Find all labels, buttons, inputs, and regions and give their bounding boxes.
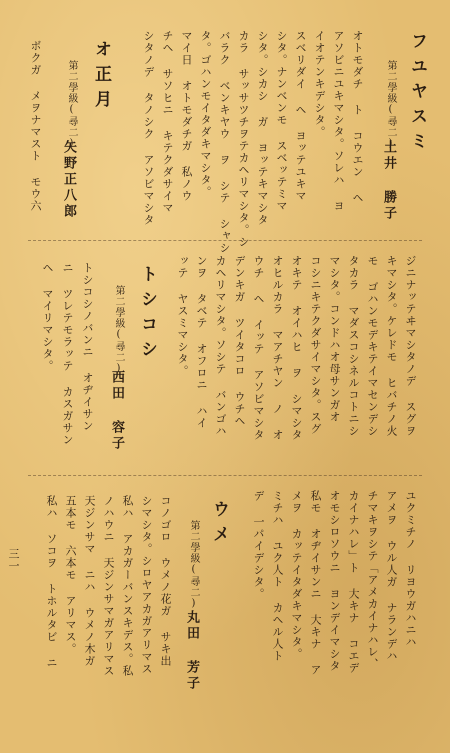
text-line: デンキガ ツイタコロ ウチヘ	[233, 255, 246, 427]
text-line: ニ ツレテモラッテ カスガサン	[61, 262, 74, 446]
grade-label: 第二學級(尋二)	[188, 520, 199, 610]
text-line: シマシタ。シロヤアカガアリマス	[140, 495, 153, 675]
text-line: コノゴロ ウメノ花ガ サキ出	[159, 495, 172, 667]
text-line: オモシロソウニ ヨンデイマシタ	[328, 490, 341, 672]
text-line: アソビニユキマシタ。ソレハ ヨ	[332, 30, 345, 212]
text-line: オヒルカラ マアチヤン ノ オ	[271, 255, 284, 441]
text-line: イオテンキデシタ。	[313, 30, 326, 138]
grade-label: 第二學級(尋二)	[385, 60, 396, 150]
text-line: チヘ サソヒニ キテクダサイマ	[161, 30, 174, 214]
text-line: モ ゴハンモデキテイマセンデシ	[366, 255, 379, 437]
text-line: コシニキテクダサイマシタ。スグ	[309, 255, 322, 435]
author-name: 土井 勝子	[381, 140, 396, 222]
text-line: 私ハ ソコヲ トホルタビ ニ	[45, 495, 58, 669]
text-line: カヘリマシタ。ソシテ バンゴハ	[214, 255, 227, 437]
text-line: ヘ マイリマシタ。	[41, 262, 54, 372]
text-line: 私モ オヂイサンニ 大キナ ア	[309, 490, 322, 676]
section-divider	[28, 475, 422, 476]
text-line: 五本モ 六本モ アリマス。	[64, 495, 77, 655]
text-line: マシタ。コンドハオ母サンガオ	[328, 255, 341, 423]
text-line: カラ サッサツチヲテカヘリマシタ。シ	[237, 30, 250, 248]
text-line: チマキヲシテ「アメカイナハレ、	[366, 490, 379, 670]
text-line: キマシタ。ケレドモ ヒバチノ火	[385, 255, 398, 437]
text-line: タ。ゴハンモイタダキマシタ。	[199, 30, 212, 198]
text-line: ボクガ メヲナマスト モウ六	[29, 40, 42, 212]
text-line: タカラ マダスコシネルコトニシ	[347, 255, 360, 437]
text-line: シタ。シカシ ガ ヨッテキマシタ	[256, 30, 269, 226]
author-name: 矢野正八郎	[61, 140, 76, 220]
text-line: メヲ カッテイタダキマシタ。	[290, 490, 303, 660]
text-line: ジニナッテヰマシタノデ スグヲ	[404, 255, 417, 437]
text-line: トシコシノバンニ オヂイサン	[81, 262, 94, 432]
text-line: スベリダイ ヘ ヨッテユキマ	[294, 30, 307, 202]
text-line: ウチ ヘ イッテ アソビマシタ	[252, 255, 265, 441]
essay-title: フユヤスミ	[407, 32, 427, 157]
text-line: 天ジンサマ ニハ ウメノ木ガ	[83, 495, 96, 667]
essay-title: ウメ	[209, 500, 229, 550]
text-line: ンヲ タベテ オフロニ ハイ	[195, 255, 208, 429]
text-line: ミチハ ユク人ト カヘル人ト	[271, 490, 284, 662]
text-line: オトモダチ ト コウエン ヘ	[351, 30, 364, 204]
author-name: 丸田 芳子	[184, 610, 199, 692]
grade-label: 第二學級(尋二)	[66, 60, 77, 150]
text-line: ッテ ヤスミマシタ。	[176, 255, 189, 377]
text-line: カイナハレ」ト 大キナ コエデ	[347, 490, 360, 674]
author-name: 西田 容子	[109, 370, 124, 452]
essay-title: トシコシ	[137, 265, 157, 365]
text-line: バラク ベンキヤウ ヲ シテ シャシ	[218, 30, 231, 254]
grade-label: 第二學級(尋二)	[113, 285, 124, 375]
text-line: ユクミチノ リヨウガハニハ	[404, 490, 417, 648]
section-divider	[28, 240, 422, 241]
text-line: アメヲ ウル人ガ ナランデハ	[385, 490, 398, 662]
essay-title: オ正月	[91, 40, 111, 115]
page-number: 三一	[7, 548, 20, 572]
text-line: デ 一パイデシタ。	[252, 490, 265, 600]
text-line: オキテ オイハヒ ヲ シマシタ	[290, 255, 303, 441]
text-line: マイ日 オトモダチガ 私ノウ	[180, 30, 193, 202]
text-line: シタ。ナンベンモ スベッテミマ	[275, 30, 288, 212]
text-line: 私ハ アカガーバンスキデス。私	[121, 495, 134, 677]
text-line: シタノデ タノシク アソビマシタ	[142, 30, 155, 226]
text-line: ノハウニ 天ジンサマガアリマス	[102, 495, 115, 677]
